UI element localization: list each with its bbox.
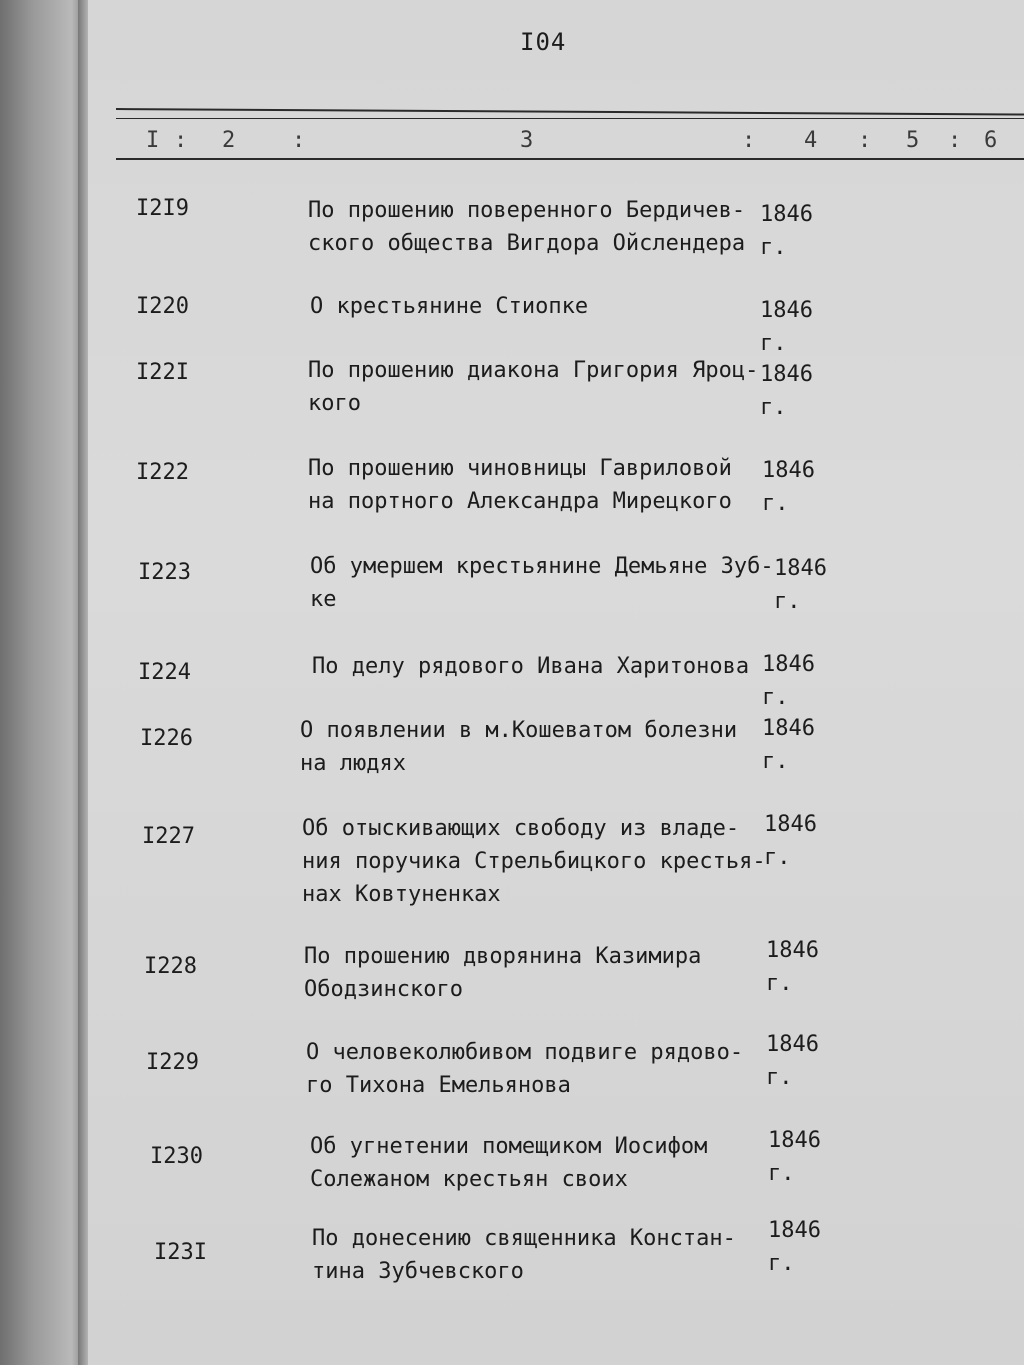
column-header-sep: : [948, 128, 962, 153]
entry-description [310, 1130, 780, 1196]
header-rule-bottom [116, 158, 1024, 160]
entry-number: I222 [136, 460, 189, 485]
entry-year: 1846 г. [760, 202, 813, 260]
entry-line: По прошению диакона Григория Яроц- [308, 358, 759, 383]
entry-line: на людях [300, 751, 406, 776]
column-header-2: 2 [222, 128, 236, 153]
entry-description [304, 940, 774, 1006]
entry-year: 1846 г. [766, 1032, 819, 1090]
column-header-sep: : [174, 128, 188, 153]
entry-year: 1846 г. [768, 1128, 821, 1186]
entry-description [302, 812, 772, 911]
entry-number: I230 [150, 1144, 203, 1169]
entry-line: Об умершем крестьянине Демьяне Зуб- [310, 554, 774, 579]
entry-number: I226 [140, 726, 193, 751]
entry-year: 1846 г. [766, 938, 819, 996]
entry-line: нах Ковтуненках [302, 882, 501, 907]
entry-line: тина Зубчевского [312, 1259, 524, 1284]
entry-number: I228 [144, 954, 197, 979]
entry-number: I22I [136, 360, 189, 385]
facing-page-edge [0, 0, 84, 1365]
column-header-6: 6 [984, 128, 998, 153]
entry-description [308, 194, 778, 260]
entry-description [308, 354, 778, 420]
entry-line: на портного Александра Мирецкого [308, 489, 732, 514]
entry-description [312, 1222, 782, 1288]
column-header-sep: : [742, 128, 756, 153]
entry-line: По прошению поверенного Бердичев- [308, 198, 746, 223]
entry-line: Солежаном крестьян своих [310, 1167, 628, 1192]
entry-line: Об угнетении помещиком Иосифом [310, 1134, 708, 1159]
column-header-1: I [146, 128, 160, 153]
entry-number: I220 [136, 294, 189, 319]
column-header-sep: : [292, 128, 306, 153]
entry-year: 1846 г. [760, 362, 813, 420]
entry-line: го Тихона Емельянова [306, 1073, 571, 1098]
entry-description [310, 550, 780, 616]
entry-year: 1846 г. [764, 812, 817, 870]
document-page [88, 0, 1024, 1365]
entry-line: О появлении в м.Кошеватом болезни [300, 718, 738, 743]
entry-description [306, 1036, 776, 1102]
entry-year: 1846 г. [768, 1218, 821, 1276]
entry-number: I223 [138, 560, 191, 585]
entry-number: I227 [142, 824, 195, 849]
page-number: I04 [520, 28, 567, 56]
entry-number: I23I [154, 1240, 207, 1265]
column-header-sep: : [858, 128, 872, 153]
entry-line: По донесению священника Констан- [312, 1226, 736, 1251]
entry-line: Об отыскивающих свободу из владе- [302, 816, 740, 841]
entry-year: 1846 г. [762, 652, 815, 710]
entry-line: О крестьянине Стиопке [310, 294, 589, 319]
header-rule-top-inner [116, 118, 1024, 119]
header-rule-top [116, 108, 1024, 116]
entry-line: По прошению дворянина Казимира [304, 944, 702, 969]
entry-year: 1846 г. [762, 458, 815, 516]
entry-year: 1846 г. [762, 716, 815, 774]
column-header-5: 5 [906, 128, 920, 153]
entry-year: 1846 г. [774, 556, 827, 614]
entry-line: О человеколюбивом подвиге рядово- [306, 1040, 744, 1065]
entry-number: I229 [146, 1050, 199, 1075]
entry-line: По делу рядового Ивана Харитонова [312, 654, 750, 679]
entry-year: 1846 г. [760, 298, 813, 356]
entry-line: ния поручика Стрельбицкого крестья- [302, 849, 766, 874]
entry-number: I2I9 [136, 196, 189, 221]
column-header-4: 4 [804, 128, 818, 153]
entry-description [312, 650, 782, 683]
column-header-3: 3 [520, 128, 534, 153]
entry-line: ского общества Вигдора Ойслендера [308, 231, 746, 256]
entry-number: I224 [138, 660, 191, 685]
entry-line: По прошению чиновницы Гавриловой [308, 456, 732, 481]
entry-line: ке [310, 587, 337, 612]
entry-line: Ободзинского [304, 977, 463, 1002]
entry-description [308, 452, 778, 518]
entry-description [310, 290, 780, 323]
entry-line: кого [308, 391, 361, 416]
entry-description [300, 714, 770, 780]
